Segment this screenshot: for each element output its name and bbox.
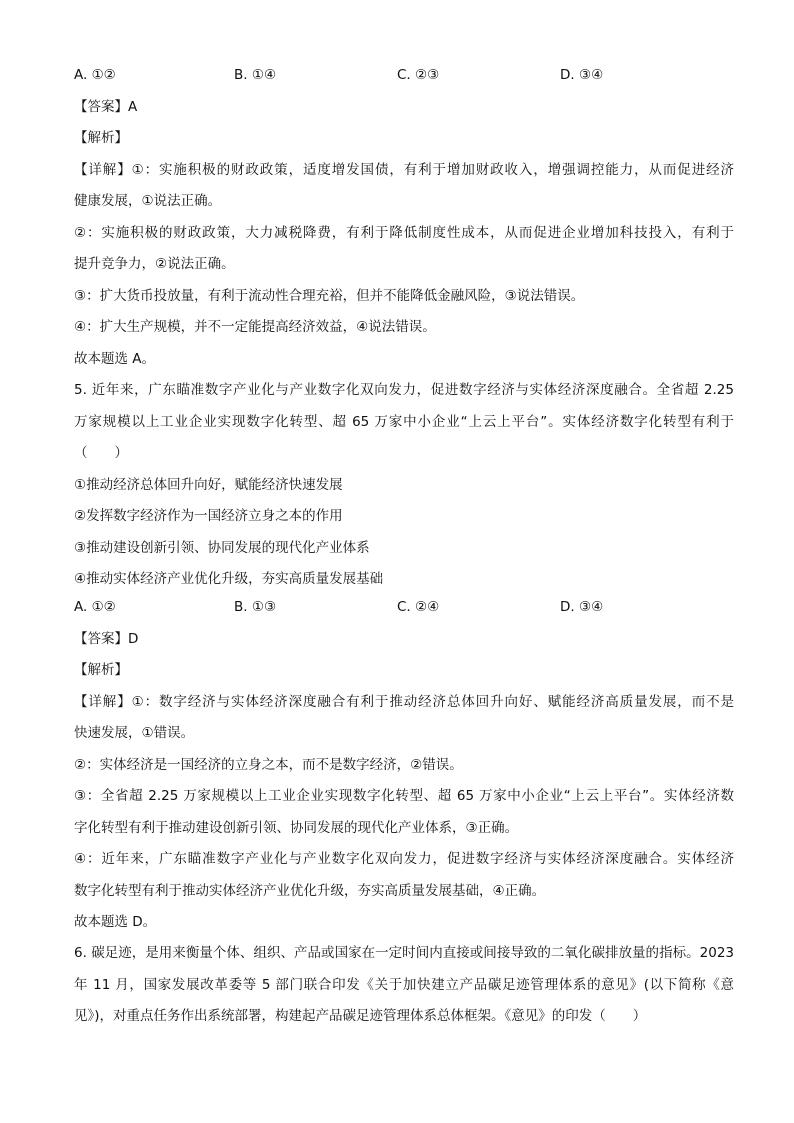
q5-detail-line: ②：实体经济是一国经济的立身之本，而不是数字经济，②错误。: [74, 757, 463, 773]
q4-answer: 【答案】A: [74, 99, 138, 115]
q5-answer: 【答案】D: [74, 631, 139, 647]
q5-detail-line: 【详解】①：数字经济与实体经济深度融合有利于推动经济总体回升向好、赋能经济高质量发展，而不是: [74, 694, 734, 710]
q5-option-d: D. ③④: [560, 599, 604, 615]
q4-option-a: A. ①②: [74, 67, 116, 83]
q4-option-b: B. ①④: [234, 67, 277, 83]
q5-statement: ③推动建设创新引领、协同发展的现代化产业体系: [74, 540, 370, 556]
q6-stem-line: 年 11 月，国家发展改革委等 5 部门联合印发《关于加快建立产品碳足迹管理体系的意见》(以下简称《意: [74, 977, 734, 993]
q4-conclusion: 故本题选 A。: [74, 351, 156, 367]
q4-detail-line: ②：实施积极的财政政策，大力减税降费，有利于降低制度性成本，从而促进企业增加科技投入，有利于: [74, 225, 734, 241]
q5-options: [74, 596, 734, 618]
q5-detail-line: ③：全省超 2.25 万家规模以上工业企业实现数字化转型、超 65 万家中小企业“上云上平台”。实体经济数: [74, 788, 734, 804]
q4-detail-line: 【详解】①：实施积极的财政政策，适度增发国债，有利于增加财政收入，增强调控能力，从而促进经济: [74, 162, 734, 178]
q6-stem-line: 见》)，对重点任务作出系统部署，构建起产品碳足迹管理体系总体框架。《意见》的印发（ ）: [74, 1008, 647, 1024]
q5-detail-line: ④：近年来，广东瞄准数字产业化与产业数字化双向发力，促进数字经济与实体经济深度融合。实体经济: [74, 851, 734, 867]
q5-detail-line: 快速发展，①错误。: [74, 725, 195, 741]
q5-statement: ④推动实体经济产业优化升级，夯实高质量发展基础: [74, 571, 384, 587]
q5-conclusion: 故本题选 D。: [74, 914, 157, 930]
q5-analysis-heading: 【解析】: [74, 662, 128, 678]
q5-detail-line: 字化转型有利于推动建设创新引领、协同发展的现代化产业体系，③正确。: [74, 820, 519, 836]
q4-analysis-heading: 【解析】: [74, 130, 128, 146]
q4-detail-line: 提升竞争力，②说法正确。: [74, 256, 235, 272]
q5-option-a: A. ①②: [74, 599, 116, 615]
q4-option-c: C. ②③: [397, 67, 440, 83]
q5-stem-line: 万家规模以上工业企业实现数字化转型、超 65 万家中小企业“上云上平台”。实体经济数字化转型有利于: [74, 414, 734, 430]
q5-statement: ②发挥数字经济作为一国经济立身之本的作用: [74, 508, 343, 524]
q4-options: [74, 64, 734, 86]
q6-stem-line: 6. 碳足迹，是用来衡量个体、组织、产品或国家在一定时间内直接或间接导致的二氧化碳排放量的指标。2023: [74, 945, 734, 961]
q5-detail-line: 数字化转型有利于推动实体经济产业优化升级，夯实高质量发展基础，④正确。: [74, 883, 546, 899]
q5-statement: ①推动经济总体回升向好，赋能经济快速发展: [74, 477, 343, 493]
q5-option-b: B. ①③: [234, 599, 277, 615]
q4-detail-line: ④：扩大生产规模，并不一定能提高经济效益，④说法错误。: [74, 319, 436, 335]
q4-detail-line: 健康发展，①说法正确。: [74, 193, 222, 209]
q5-stem-line: （ ）: [74, 445, 128, 461]
q4-option-d: D. ③④: [560, 67, 604, 83]
q4-detail-line: ③：扩大货币投放量，有利于流动性合理充裕，但并不能降低金融风险，③说法错误。: [74, 288, 585, 304]
q5-option-c: C. ②④: [397, 599, 440, 615]
q5-stem-line: 5. 近年来，广东瞄准数字产业化与产业数字化双向发力，促进数字经济与实体经济深度融合。全省超 2.25: [74, 382, 734, 398]
